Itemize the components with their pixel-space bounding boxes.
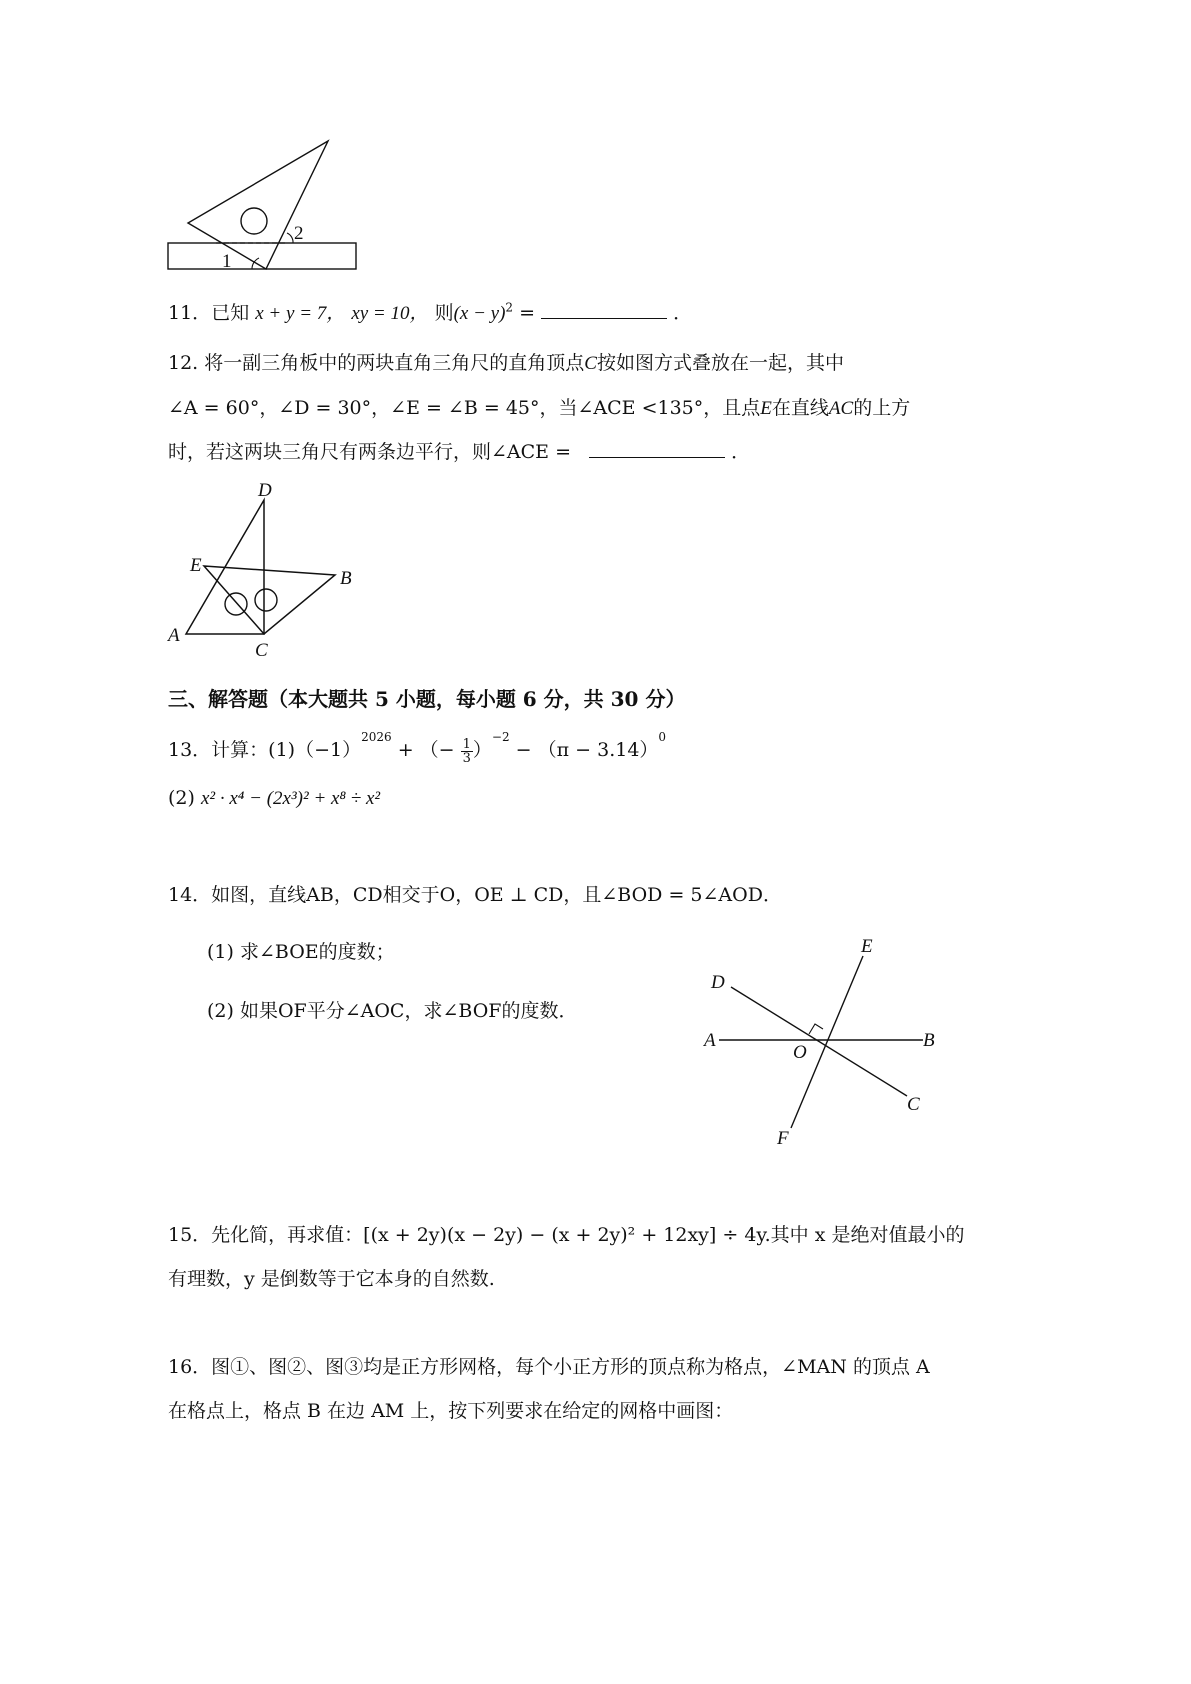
figure-intersecting-lines: [695, 930, 955, 1160]
figure-triangle-ruler: [160, 135, 380, 285]
label-d: D: [258, 480, 272, 501]
q12-text-2b: 在直线: [771, 397, 829, 419]
line-dc: [731, 987, 907, 1096]
right-angle-mark: [809, 1024, 823, 1034]
angle2-label: 2: [294, 223, 304, 244]
label-b: B: [340, 568, 352, 589]
q11-expr2: xy = 10，: [351, 303, 429, 324]
q13-term1: （−1）: [295, 739, 362, 761]
label-b: B: [923, 1030, 935, 1051]
angle1-label: 1: [222, 251, 232, 272]
question-13-part1: [168, 729, 667, 766]
question-16-line2: 在格点上，格点 B 在边 AM 上，按下列要求在给定的网格中画图：: [168, 1400, 734, 1422]
q13-term2-close: ）: [472, 739, 492, 761]
question-14-part1: (1) 求∠BOE的度数；: [207, 941, 395, 963]
figure-two-set-squares: [160, 478, 370, 663]
q11-eq: =: [513, 302, 542, 324]
triangle-ecb: [204, 566, 335, 634]
q12-text-1: 12. 将一副三角板中的两块直角三角尺的直角顶点: [168, 352, 585, 374]
triangle-ruler: [188, 141, 328, 269]
q11-pre: 已知: [211, 302, 250, 324]
label-a: A: [704, 1030, 716, 1051]
question-12-line1: [168, 348, 844, 375]
q12-point-e: E: [760, 398, 772, 419]
q12-text-3: 时，若这两块三角尺有两条边平行，则∠ACE =: [168, 441, 572, 463]
q12-end: ．: [731, 441, 751, 463]
q11-answer-blank[interactable]: [541, 300, 667, 319]
question-12-line3: [168, 437, 750, 464]
label-e: E: [861, 936, 873, 957]
label-c: C: [255, 640, 268, 661]
question-11: [168, 298, 692, 325]
question-15-line2: 有理数，y 是倒数等于它本身的自然数.: [168, 1268, 495, 1290]
label-c: C: [907, 1094, 920, 1115]
q12-line-ac: AC: [828, 398, 854, 419]
ruler-strip: [168, 243, 356, 269]
label-a: A: [168, 625, 180, 646]
q11-then: 则: [434, 302, 454, 324]
question-12-line2: [168, 393, 910, 420]
q13-number: 13．计算：(1): [168, 739, 296, 761]
triangle-hole: [241, 208, 267, 234]
q12-text-2c: 的上方: [853, 397, 911, 419]
q12-answer-blank[interactable]: [589, 439, 725, 458]
angle2-arc: [287, 233, 293, 243]
label-f: F: [777, 1128, 789, 1149]
question-14-line1: 14．如图，直线AB，CD相交于O，OE ⊥ CD，且∠BOD = 5∠AOD．: [168, 884, 782, 906]
label-o: O: [793, 1042, 807, 1063]
q12-point-c: C: [584, 353, 597, 374]
section-3-heading: 三、解答题（本大题共 5 小题，每小题 6 分，共 30 分）: [168, 687, 686, 711]
q13-plus: + （−: [391, 739, 455, 761]
q13-minus: − （π − 3.14）: [509, 739, 659, 761]
q11-expr3: (x − y): [453, 303, 506, 324]
q13-exp1: 2026: [361, 729, 392, 744]
question-15-line1: 15．先化简，再求值：[(x + 2y)(x − 2y) − (x + 2y)² + 12xy] ÷ 4y.其中 x 是绝对值最小的: [168, 1224, 965, 1246]
label-d: D: [711, 972, 725, 993]
q12-text-1b: 按如图方式叠放在一起，其中: [596, 352, 844, 374]
q11-number: 11．: [168, 302, 212, 324]
q13-exp2: −2: [491, 729, 510, 744]
q12-text-2: ∠A = 60°，∠D = 30°，∠E = ∠B = 45°，当∠ACE <135°，且点: [168, 397, 761, 419]
q11-end: ．: [673, 302, 693, 324]
q11-expr1: x + y = 7，: [255, 303, 346, 324]
hole-right: [255, 589, 277, 611]
question-13-part2: [168, 787, 380, 810]
q11-sup: 2: [505, 300, 514, 315]
q13-fraction: [461, 738, 473, 765]
q13-exp3: 0: [658, 729, 667, 744]
question-14-part2: (2) 如果OF平分∠AOC，求∠BOF的度数．: [207, 1000, 578, 1022]
hole-left: [225, 593, 247, 615]
question-16-line1: 16．图①、图②、图③均是正方形网格，每个小正方形的顶点称为格点，∠MAN 的顶点 A: [168, 1356, 930, 1378]
q13-part2-expr: x² · x⁴ − (2x³)² + x⁸ ÷ x²: [200, 788, 381, 809]
label-e: E: [190, 555, 202, 576]
q13-frac-den: 3: [462, 750, 471, 766]
q13-frac-num: 1: [462, 736, 471, 752]
q13-part2-label: (2): [168, 787, 195, 809]
